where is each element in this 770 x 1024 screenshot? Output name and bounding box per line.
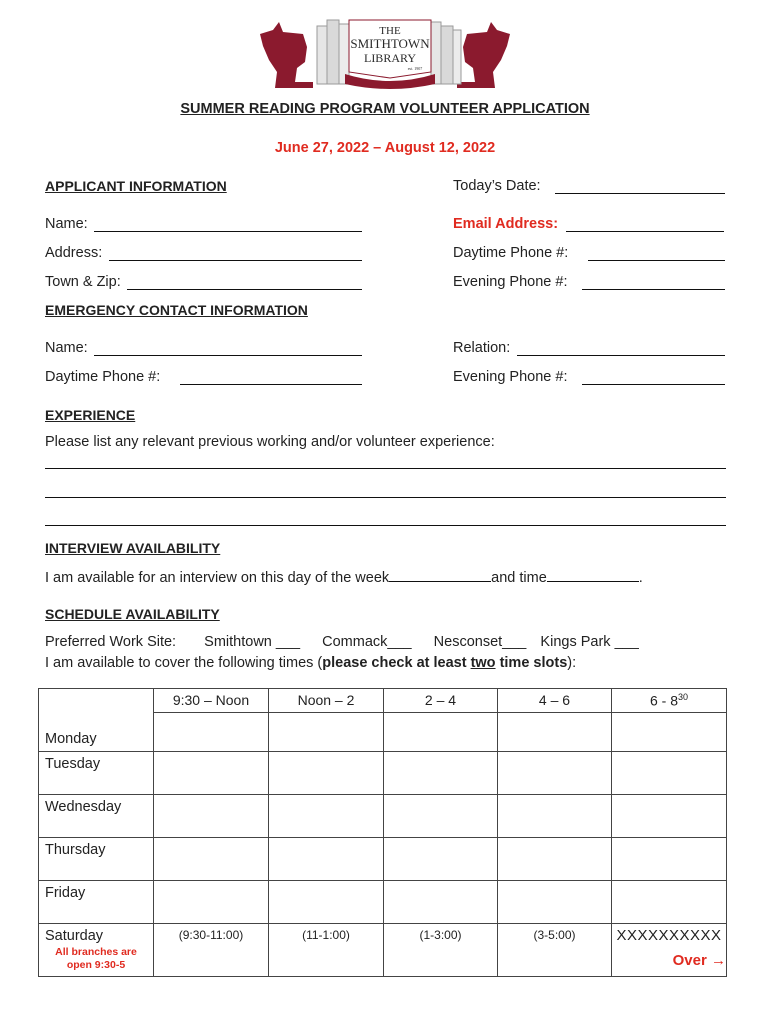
cell-wednesday-2[interactable] — [269, 795, 384, 838]
address-field[interactable] — [109, 260, 362, 261]
cell-thursday-2[interactable] — [269, 838, 384, 881]
applicant-evening-phone-field[interactable] — [582, 289, 725, 290]
emergency-name-label: Name: — [45, 340, 88, 356]
emergency-evening-phone-field[interactable] — [582, 384, 725, 385]
table-row — [39, 752, 727, 795]
cell-thursday-4[interactable] — [498, 838, 612, 881]
cell-friday-1[interactable] — [154, 881, 269, 924]
logo-library: LIBRARY — [363, 51, 417, 65]
left-bull-bookend — [260, 22, 313, 88]
right-bull-bookend — [457, 22, 510, 88]
cell-monday-5[interactable] — [612, 713, 727, 752]
header-slot-2: Noon – 2 — [269, 689, 384, 713]
emergency-name-field[interactable] — [94, 355, 362, 356]
library-logo — [255, 12, 515, 92]
header-slot-4: 4 – 6 — [498, 689, 612, 713]
table-row — [39, 924, 727, 977]
logo-smithtown: SMITHTOWN — [350, 36, 430, 51]
preferred-site-row — [45, 634, 639, 650]
header-slot-3: 2 – 4 — [384, 689, 498, 713]
program-dates: June 27, 2022 – August 12, 2022 — [274, 140, 496, 156]
emergency-daytime-phone-label: Daytime Phone #: — [45, 369, 161, 385]
cell-wednesday-1[interactable] — [154, 795, 269, 838]
day-saturday-cell — [39, 924, 154, 977]
cell-saturday-5: XXXXXXXXXX — [612, 924, 727, 977]
table-row — [39, 795, 727, 838]
cover-text-b: please check at least — [322, 655, 471, 671]
header-slot-5 — [612, 689, 727, 713]
form-title: SUMMER READING PROGRAM VOLUNTEER APPLICATION — [180, 101, 590, 117]
experience-prompt: Please list any relevant previous working and/or volunteer experience: — [45, 434, 495, 450]
day-wednesday: Wednesday — [39, 795, 154, 838]
interview-day-text: I am available for an interview on this day of the week — [45, 570, 390, 586]
cell-tuesday-1[interactable] — [154, 752, 269, 795]
cell-wednesday-4[interactable] — [498, 795, 612, 838]
header-slot-1: 9:30 – Noon — [154, 689, 269, 713]
emergency-heading: EMERGENCY CONTACT INFORMATION — [45, 302, 308, 318]
cell-tuesday-3[interactable] — [384, 752, 498, 795]
relation-label: Relation: — [453, 340, 511, 356]
cell-thursday-5[interactable] — [612, 838, 727, 881]
interview-text — [45, 569, 643, 586]
experience-line-2[interactable] — [45, 497, 726, 498]
availability-table — [38, 688, 727, 977]
over-indicator: Over → — [672, 952, 726, 969]
cell-monday-2[interactable] — [269, 713, 384, 752]
cell-saturday-3[interactable]: (1-3:00) — [384, 924, 498, 977]
cell-friday-4[interactable] — [498, 881, 612, 924]
logo-est: est. 1907 — [407, 66, 423, 71]
header-slot-5-sup: 30 — [678, 692, 689, 702]
cover-times-text — [45, 655, 576, 671]
saturday-note-line-1: All branches are — [55, 946, 137, 958]
applicant-name-label: Name: — [45, 216, 88, 232]
relation-field[interactable] — [517, 355, 725, 356]
cover-text-e: ): — [567, 655, 577, 671]
interview-period: . — [638, 570, 643, 586]
interview-time-text: and time — [491, 570, 547, 586]
cell-wednesday-3[interactable] — [384, 795, 498, 838]
preferred-site-label: Preferred Work Site: — [45, 634, 177, 650]
interview-day-field[interactable] — [389, 569, 491, 582]
cell-thursday-1[interactable] — [154, 838, 269, 881]
day-thursday: Thursday — [39, 838, 154, 881]
cell-friday-3[interactable] — [384, 881, 498, 924]
day-friday: Friday — [39, 881, 154, 924]
site-nesconset[interactable]: Nesconset___ — [433, 634, 527, 650]
experience-line-3[interactable] — [45, 525, 726, 526]
cell-tuesday-5[interactable] — [612, 752, 727, 795]
applicant-heading: APPLICANT INFORMATION — [45, 178, 227, 194]
cover-text-two: two — [470, 655, 496, 671]
applicant-evening-phone-label: Evening Phone #: — [453, 274, 568, 290]
cell-monday-1[interactable] — [154, 713, 269, 752]
town-zip-field[interactable] — [127, 289, 362, 290]
day-tuesday: Tuesday — [39, 752, 154, 795]
cell-saturday-1[interactable]: (9:30-11:00) — [154, 924, 269, 977]
schedule-heading: SCHEDULE AVAILABILITY — [45, 606, 220, 622]
experience-heading: EXPERIENCE — [45, 407, 136, 423]
header-slot-5-text: 6 - 8 — [649, 692, 678, 709]
logo-the: THE — [379, 25, 401, 37]
table-row — [39, 881, 727, 924]
saturday-note — [39, 946, 153, 972]
experience-line-1[interactable] — [45, 468, 726, 469]
cell-friday-2[interactable] — [269, 881, 384, 924]
applicant-daytime-phone-label: Daytime Phone #: — [453, 245, 569, 261]
cover-text-a: I am available to cover the following times ( — [45, 655, 323, 671]
interview-time-field[interactable] — [547, 569, 639, 582]
site-smithtown[interactable]: Smithtown ___ — [204, 634, 301, 650]
cell-saturday-4[interactable]: (3-5:00) — [498, 924, 612, 977]
todays-date-field[interactable] — [555, 193, 725, 194]
table-row — [39, 838, 727, 881]
day-monday: Monday — [45, 731, 97, 747]
applicant-daytime-phone-field[interactable] — [588, 260, 725, 261]
address-label: Address: — [45, 245, 103, 261]
cell-tuesday-2[interactable] — [269, 752, 384, 795]
emergency-daytime-phone-field[interactable] — [180, 384, 362, 385]
header-blank — [39, 689, 154, 752]
logo-graphic — [255, 12, 515, 92]
cover-text-d: time slots — [495, 655, 568, 671]
email-field[interactable] — [566, 231, 724, 232]
cell-friday-5[interactable] — [612, 881, 727, 924]
day-saturday: Saturday — [45, 928, 104, 944]
emergency-evening-phone-label: Evening Phone #: — [453, 369, 568, 385]
interview-heading: INTERVIEW AVAILABILITY — [45, 540, 221, 556]
town-zip-label: Town & Zip: — [45, 274, 121, 290]
applicant-name-field[interactable] — [94, 231, 362, 232]
saturday-note-line-2: open 9:30-5 — [66, 959, 126, 971]
email-label: Email Address: — [453, 216, 559, 232]
cell-monday-4[interactable] — [498, 713, 612, 752]
table-header-row — [39, 689, 727, 713]
site-commack[interactable]: Commack___ — [322, 634, 412, 650]
cell-monday-3[interactable] — [384, 713, 498, 752]
site-kings-park[interactable]: Kings Park ___ — [540, 634, 639, 650]
cell-saturday-2[interactable]: (11-1:00) — [269, 924, 384, 977]
cell-wednesday-5[interactable] — [612, 795, 727, 838]
cell-thursday-3[interactable] — [384, 838, 498, 881]
cell-tuesday-4[interactable] — [498, 752, 612, 795]
todays-date-label: Today’s Date: — [453, 178, 541, 194]
